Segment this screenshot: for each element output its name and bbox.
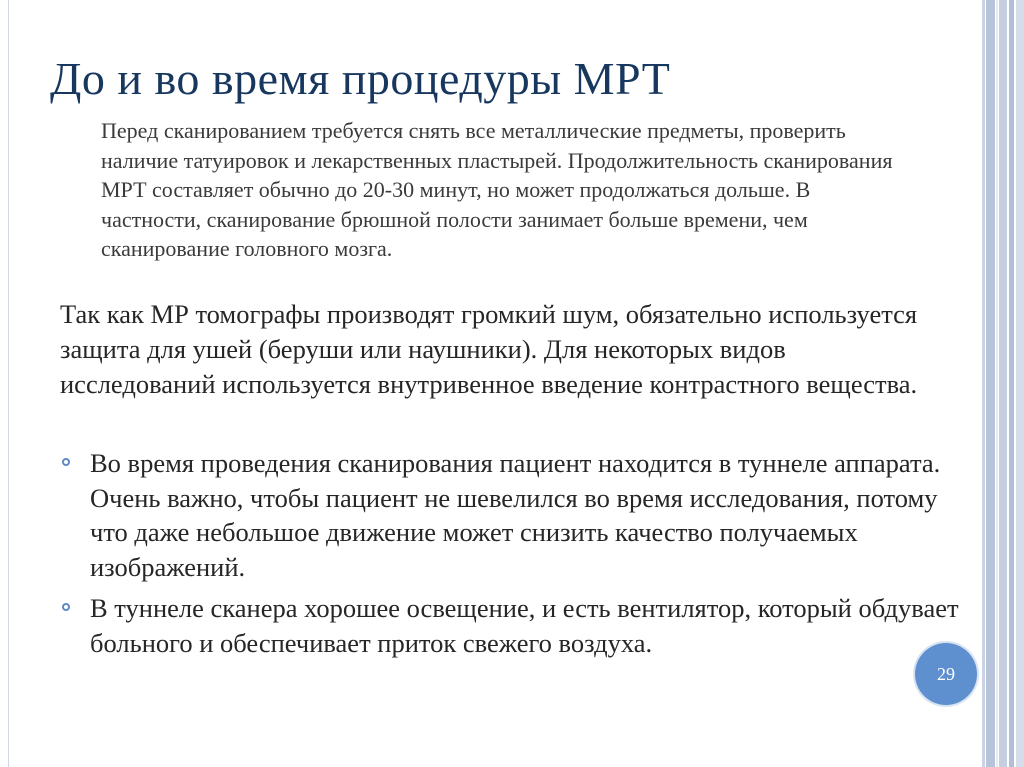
decorative-stripe xyxy=(986,0,995,767)
bullet-circle-icon xyxy=(62,603,70,611)
bullet-text: В туннеле сканера хорошее освещение, и есть вентилятор, который обдувает больного и обеспечивает приток свежего воздуха. xyxy=(90,593,959,658)
decorative-stripe xyxy=(999,0,1007,767)
decorative-stripe xyxy=(982,0,985,767)
list-item xyxy=(60,591,960,660)
decorative-stripe xyxy=(1009,0,1014,767)
left-border-line xyxy=(8,0,9,767)
main-paragraph: Так как МР томографы производят громкий шум, обязательно используется защита для ушей (беруши или наушники). Для некоторых видов исследований используется внутривенное введение контрастного вещества. xyxy=(60,299,918,399)
intro-paragraph: Перед сканированием требуется снять все металлические предметы, проверить наличие татуировок и лекарственных пластырей. Продолжительность сканирования МРТ составляет обычно до 20-30 минут, но может продолжаться дольше. В частности, сканирование брюшной полости занимает больше времени, чем сканирование головного мозга. xyxy=(101,118,893,261)
page-number-badge xyxy=(915,643,977,705)
bullet-text: Во время проведения сканирования пациент находится в туннеле аппарата. Очень важно, чтобы пациент не шевелился во время исследования, потому что даже небольшое движение может снизить качество получаемых изображений. xyxy=(90,448,941,582)
slide-title: До и во время процедуры МРТ xyxy=(50,53,671,104)
list-item xyxy=(60,446,960,584)
page-number: 29 xyxy=(937,663,955,684)
bullet-circle-icon xyxy=(62,458,70,466)
decorative-stripe xyxy=(996,0,998,767)
bullet-list xyxy=(60,446,960,667)
decorative-stripe xyxy=(1016,0,1024,767)
